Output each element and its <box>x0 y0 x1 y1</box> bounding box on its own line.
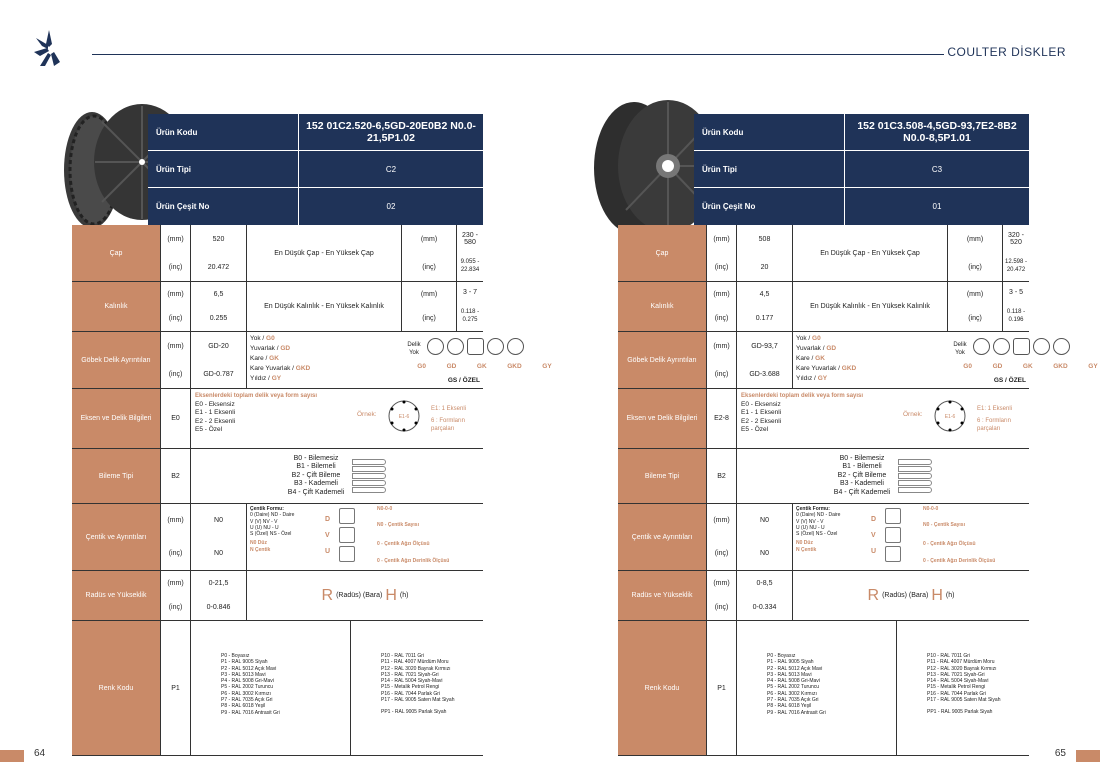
hole-none-icon <box>427 338 444 355</box>
notch-u-icon <box>339 546 355 562</box>
row-thickness: Kalınlık (mm) (inç) 4,5 0.177 En Düşük Kalınlık - En Yüksek Kalınlık (mm) (inç) 3 - 5 0.118 - 0.196 <box>618 282 1029 332</box>
product-code: 152 01C3.508-4,5GD-93,7E2-8B2 N0.0-8,5P1.01 <box>844 114 1029 150</box>
hole-star-icon <box>1053 338 1070 355</box>
notch-v-icon <box>339 527 355 543</box>
bevel-profiles <box>352 458 386 494</box>
row-sharpening: Bileme Tipi B2 B0 - Bilemesiz B1 - Bilemeli B2 - Çift Bileme B3 - Kademeli B4 - Çift Kademeli <box>618 449 1029 504</box>
row-notch: Çentik ve Ayrıntıları (mm) (inç) N0 N0 Çentik Formu: 0 (Daire) ND - Daire V (V) NV - V U (U) NU - U S (Özel) NS - Özel N0 Düz N Çentik D V U N0-0-0 N0 - Çentik Sayısı 0 - Çentik Ağzı Ölçüsü 0 - Çentik Ağzı Derinlik Ölçüsü <box>618 504 1029 571</box>
row-color-code: Renk Kodu P1 P0 - Boyasız P1 - RAL 9005 Siyah P2 - RAL 5012 Açık Mavi P3 - RAL 5013 Mavi P4 - RAL 5008 Gri-Mavi P5 - RAL 2002 Turuncu P6 - RAL 3002 Kırmızı P7 - RAL 7035 Açık Gri P8 - RAL 6018 Yeşil P9 - RAL 7016 Antrasit Gri P10 - RAL 7011 Gri P11 - RAL 4007 Mürdüm Moru P12 - RAL 3020 Bayrak Kırmızı P13 - RAL 7021 Siyah-Gri P14 - RAL 5004 Siyah-Mavi P15 - Metalik Petrol Rengi P16 - RAL 7044 Parlak Gri P17 - RAL 9005 Saten Mat Siyah PP1 - RAL 9005 Parlak Siyah <box>618 621 1029 756</box>
hole-square-icon <box>1013 338 1030 355</box>
row-hub-hole: Göbek Delik Ayrıntıları (mm) (inç) GD-93,7 GD-3.688 Yok / G0 Yuvarlak / GD Kare / GK Kare Yuvarlak / GKD Yıldız / GY Delik Yok G0 GD GK GKD GY GS / ÖZEL <box>618 332 1029 389</box>
header-rule <box>92 54 944 55</box>
row-diameter: Çap (mm) (inç) 520 20.472 En Düşük Çap - En Yüksek Çap (mm) (inç) 230 - 580 9.055 - 22.834 <box>72 225 483 282</box>
row-hub-hole: Göbek Delik Ayrıntıları (mm) (inç) GD-20 GD-0.787 Yok / G0 Yuvarlak / GD Kare / GK Kare Yuvarlak / GKD Yıldız / GY Delik Yok G0 GD GK GKD GY GS / ÖZEL <box>72 332 483 389</box>
corner-accent-right <box>1076 750 1100 762</box>
axis-example-icon <box>933 399 967 433</box>
product-header: Ürün Kodu 152 01C2.520-6,5GD-20E0B2 N0.0-21,5P1.02 Ürün Tipi C2 Ürün Çeşit No 02 <box>148 114 483 225</box>
row-axis-holes: Eksen ve Delik Bilgileri E0 Eksenlerdeki toplam delik veya form sayısı E0 - Eksensiz E1 - 1 Eksenli E2 - 2 Eksenli E5 - Özel Örnek: E1-6 E1: 1 Eksenli 6 : Formların parçaları <box>72 389 483 449</box>
svg-text:E1-6: E1-6 <box>398 414 410 420</box>
notch-round-icon <box>339 508 355 524</box>
hole-round-icon <box>447 338 464 355</box>
notch-round-icon <box>885 508 901 524</box>
hub-hole-shapes <box>427 338 524 355</box>
product-code: 152 01C2.520-6,5GD-20E0B2 N0.0-21,5P1.02 <box>298 114 483 150</box>
row-diameter: Çap (mm) (inç) 508 20 En Düşük Çap - En Yüksek Çap (mm) (inç) 320 - 520 12.598 - 20.472 <box>618 225 1029 282</box>
hole-square-round-icon <box>1033 338 1050 355</box>
bevel-profiles <box>898 458 932 494</box>
hole-star-icon <box>507 338 524 355</box>
hub-hole-shapes <box>973 338 1070 355</box>
row-radius-height: Radüs ve Yükseklik (mm) (inç) 0-21,5 0-0.846 R (Radüs) (Bara) H (h) <box>72 571 483 621</box>
spec-sheet-left <box>72 114 552 756</box>
hole-round-icon <box>993 338 1010 355</box>
notch-u-icon <box>885 546 901 562</box>
brand-logo-icon <box>30 26 68 70</box>
product-header: Ürün Kodu 152 01C3.508-4,5GD-93,7E2-8B2 N0.0-8,5P1.01 Ürün Tipi C3 Ürün Çeşit No 01 <box>694 114 1029 225</box>
corner-accent-left <box>0 750 24 762</box>
hole-square-round-icon <box>487 338 504 355</box>
product-variant: 02 <box>298 188 483 225</box>
axis-example-icon <box>387 399 421 433</box>
section-title: COULTER DİSKLER <box>947 45 1066 59</box>
product-variant: 01 <box>844 188 1029 225</box>
page-number-left: 64 <box>34 748 46 759</box>
hole-none-icon <box>973 338 990 355</box>
row-thickness: Kalınlık (mm) (inç) 6,5 0.255 En Düşük Kalınlık - En Yüksek Kalınlık (mm) (inç) 3 - 7 0.118 - 0.275 <box>72 282 483 332</box>
row-sharpening: Bileme Tipi B2 B0 - Bilemesiz B1 - Bilemeli B2 - Çift Bileme B3 - Kademeli B4 - Çift Kademeli <box>72 449 483 504</box>
hole-square-icon <box>467 338 484 355</box>
product-type: C2 <box>298 151 483 187</box>
row-axis-holes: Eksen ve Delik Bilgileri E2-8 Eksenlerdeki toplam delik veya form sayısı E0 - Eksensiz E1 - 1 Eksenli E2 - 2 Eksenli E5 - Özel Örnek: E1-6 E1: 1 Eksenli 6 : Formların parçaları <box>618 389 1029 449</box>
product-type: C3 <box>844 151 1029 187</box>
svg-text:E1-6: E1-6 <box>944 414 956 420</box>
notch-v-icon <box>885 527 901 543</box>
row-color-code: Renk Kodu P1 P0 - Boyasız P1 - RAL 9005 Siyah P2 - RAL 5012 Açık Mavi P3 - RAL 5013 Mavi P4 - RAL 5008 Gri-Mavi P5 - RAL 2002 Turuncu P6 - RAL 3002 Kırmızı P7 - RAL 7035 Açık Gri P8 - RAL 6018 Yeşil P9 - RAL 7016 Antrasit Gri P10 - RAL 7011 Gri P11 - RAL 4007 Mürdüm Moru P12 - RAL 3020 Bayrak Kırmızı P13 - RAL 7021 Siyah-Gri P14 - RAL 5004 Siyah-Mavi P15 - Metalik Petrol Rengi P16 - RAL 7044 Parlak Gri P17 - RAL 9005 Saten Mat Siyah PP1 - RAL 9005 Parlak Siyah <box>72 621 483 756</box>
page-number-right: 65 <box>1054 748 1066 759</box>
row-radius-height: Radüs ve Yükseklik (mm) (inç) 0-8,5 0-0.334 R (Radüs) (Bara) H (h) <box>618 571 1029 621</box>
row-notch: Çentik ve Ayrıntıları (mm) (inç) N0 N0 Çentik Formu: 0 (Daire) ND - Daire V (V) NV - V U (U) NU - U S (Özel) NS - Özel N0 Düz N Çentik D V U N0-0-0 N0 - Çentik Sayısı 0 - Çentik Ağzı Ölçüsü 0 - Çentik Ağzı Derinlik Ölçüsü <box>72 504 483 571</box>
